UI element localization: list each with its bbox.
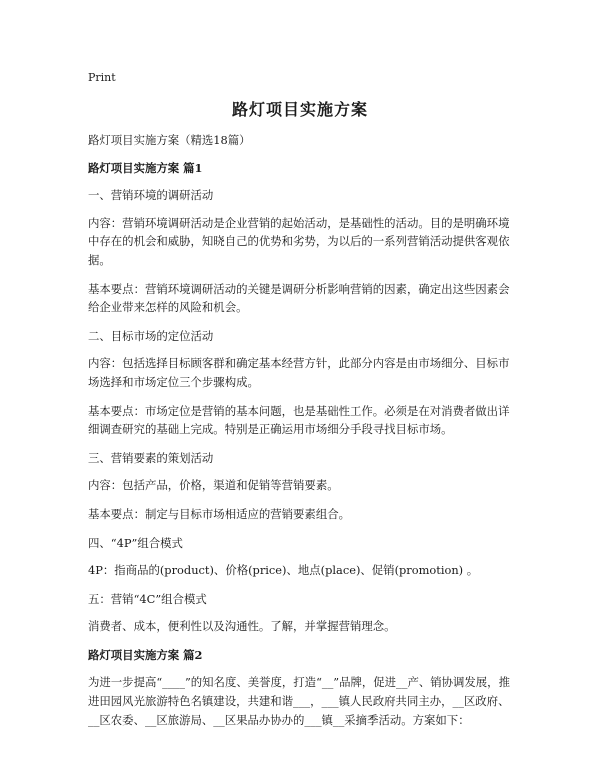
- section-title-2: 路灯项目实施方案 篇2: [88, 647, 203, 662]
- paragraph: 4P：指商品的(product)、价格(price)、地点(place)、促销(promotion) 。: [88, 563, 479, 578]
- heading-4c-model: 五：营销“4C”组合模式: [88, 591, 207, 606]
- document-body: [88, 131, 516, 739]
- paragraph: 内容：包括选择目标顾客群和确定基本经营方针，此部分内容是由市场细分、目标市场选择和市场定位三个步骤构成。: [88, 356, 510, 389]
- print-link[interactable]: Print: [88, 71, 116, 84]
- heading-marketing-elements: 三、营销要素的策划活动: [88, 450, 214, 465]
- paragraph: 内容：营销环境调研活动是企业营销的起始活动，是基础性的活动。目的是明确环境中存在的机会和威胁，知晓自己的优势和劣势，为以后的一系列营销活动提供客观依据。: [88, 215, 510, 267]
- paragraph: 消费者、成本，便利性以及沟通性。了解，并掌握营销理念。: [88, 619, 396, 634]
- paragraph: 基本要点：制定与目标市场相适应的营销要素组合。: [88, 506, 350, 521]
- document-subtitle: 路灯项目实施方案（精选18篇）: [88, 133, 251, 147]
- section-title-1: 路灯项目实施方案 篇1: [88, 160, 203, 175]
- page-title: 路灯项目实施方案: [231, 100, 368, 119]
- heading-target-market: 二、目标市场的定位活动: [88, 328, 214, 343]
- paragraph: 内容：包括产品，价格，渠道和促销等营销要素。: [88, 478, 339, 493]
- paragraph: 基本要点：市场定位是营销的基本问题，也是基础性工作。必须是在对消费者做出详细调查研究的基础上完成。特别是正确运用市场细分手段寻找目标市场。: [88, 403, 510, 437]
- paragraph: 为进一步提高“____”的知名度、美誉度，打造“__”品牌，促进__产、销协调发展，推进田园风光旅游特色名镇建设，共建和谐___，___镇人民政府共同主办，__区政府、__区农委、__区旅游局、__区果品办协办的___镇__采摘季活动。方案如下：: [88, 675, 510, 727]
- heading-market-research: 一、营销环境的调研活动: [88, 188, 214, 203]
- paragraph: 基本要点：营销环境调研活动的关键是调研分析影响营销的因素，确定出这些因素会给企业带来怎样的风险和机会。: [88, 281, 510, 315]
- heading-4p-model: 四、“4P”组合模式: [88, 535, 183, 550]
